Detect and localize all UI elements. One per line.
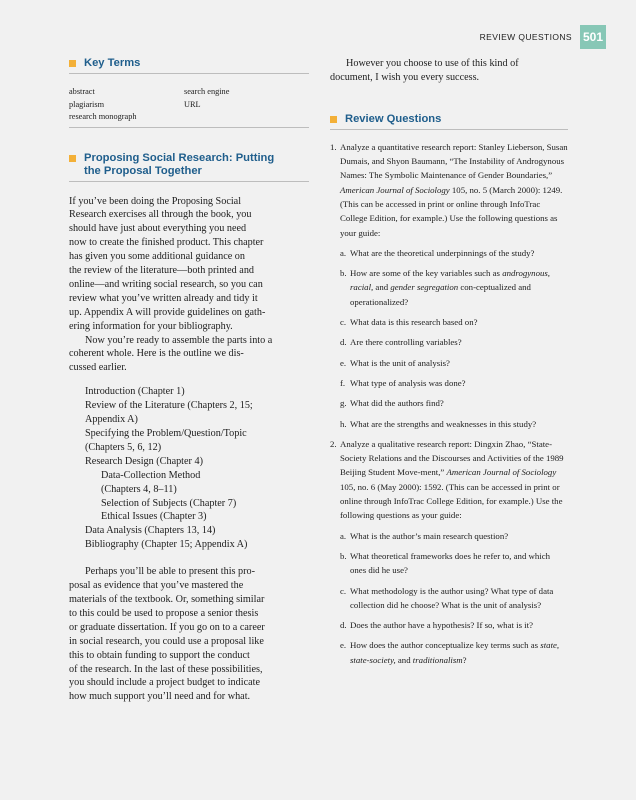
sub-question: a. What is the author’s main research question? xyxy=(340,530,509,541)
divider xyxy=(330,129,568,130)
outline-item: Introduction (Chapter 1) xyxy=(85,386,185,398)
proposing-paragraph-1: If you’ve been doing the Proposing Social Research exercises all through the book, you should have just about everything you need now to create the finished product. This chapter has given you some additional guidance on the review of the literature—both printed and online—and writing social research, so you can review what you’ve written already and tidy it up. Appendix A will provide guidelines on gath- ering information for your bibliography. xyxy=(69,195,266,332)
outline-item: Bibliography (Chapter 15; Appendix A) xyxy=(85,539,248,551)
running-header xyxy=(480,25,636,49)
term: plagiarism xyxy=(69,99,105,109)
term: search engine xyxy=(184,87,230,96)
outline-item: Selection of Subjects (Chapter 7) xyxy=(101,497,237,509)
sub-question: a. What are the theoretical underpinnings of the study? xyxy=(340,247,535,258)
term: abstract xyxy=(69,87,95,96)
divider xyxy=(69,127,309,128)
divider xyxy=(69,73,309,74)
review-questions-heading: Review Questions xyxy=(330,113,568,126)
outline-item: Specifying the Problem/Question/Topic xyxy=(85,428,247,439)
outline-item: (Chapters 5, 6, 12) xyxy=(85,441,162,453)
outline-item: Review of the Literature (Chapters 2, 15; xyxy=(85,400,253,412)
sub-question: h. What are the strengths and weaknesses in this study? xyxy=(340,418,537,429)
header-title: REVIEW QUESTIONS xyxy=(479,32,572,42)
proposal-outline xyxy=(85,385,309,552)
bullet-square-icon xyxy=(330,116,337,123)
proposing-heading: Proposing Social Research: Putting the Proposal Together xyxy=(69,152,309,178)
key-terms-heading: Key Terms xyxy=(69,57,309,70)
sub-question: e. How does the author conceptualize key terms such as state, state-society, and traditionalism? xyxy=(340,640,560,665)
review-questions-list xyxy=(330,140,568,667)
bullet-square-icon xyxy=(69,60,76,67)
left-column xyxy=(69,57,309,704)
term: URL xyxy=(184,99,201,109)
outline-item: Ethical Issues (Chapter 3) xyxy=(101,511,207,523)
sub-question: b. How are some of the key variables such as androgynous, racial, and gender segregation con-ceptualized and operationalized? xyxy=(340,268,550,307)
key-terms-list xyxy=(69,86,309,124)
sub-question: d. Are there controlling variables? xyxy=(340,337,462,348)
sub-question: e. What is the unit of analysis? xyxy=(340,357,450,368)
sub-question: d. Does the author have a hypothesis? If so, what is it? xyxy=(340,620,533,631)
outline-item: (Chapters 4, 8–11) xyxy=(101,483,177,495)
outline-item: Appendix A) xyxy=(85,414,138,426)
page-number: 501 xyxy=(580,25,606,49)
sub-question: c. What data is this research based on? xyxy=(340,317,478,328)
sub-question: g. What did the authors find? xyxy=(340,398,444,409)
closing-paragraph: However you choose to use of this kind of document, I wish you every success. xyxy=(330,58,519,83)
outline-item: Data Analysis (Chapters 13, 14) xyxy=(85,525,216,537)
outline-item: Data-Collection Method xyxy=(101,469,201,481)
divider xyxy=(69,181,309,182)
question-1: 1. Analyze a quantitative research report: Stanley Lieberson, Susan Dumais, and Shyon Baumann, “The Instability of Androgynous Names: The Symbolic Maintenance of Gender Boundaries,” American Journal of Sociology 105, no. 5 (March 2000): 1249. (This can be accessed in print or online through InfoTrac College Edition, for example.) Use the following questions as your guide: a. What are the theoretical underpinnings of the study? b. How are some of the key variables such as androgynous, racial, and gender segregation con-ceptualized and operationalized? c. What data is this research based on? d. Are there controlling variables? e. What is the unit of analysis? f. What type of analysis was done? g. What did the authors find? h. What are the strengths and weaknesses in this study? xyxy=(330,140,568,431)
proposing-paragraph-2: Now you’re ready to assemble the parts into a coherent whole. Here is the outline we dis- cussed earlier. xyxy=(69,334,273,374)
term: research monograph xyxy=(69,112,137,121)
right-column xyxy=(330,57,568,667)
proposing-paragraph-3: Perhaps you’ll be able to present this pro- posal as evidence that you’ve mastered the materials of the textbook. Or, something similar to this could be used to propose a senior thesis or graduate dissertation. If you go on to a career in social research, you could use a proposal like this to obtain funding to support the conduct of the research. In the last of these possibilities, you should include a project budget to indicate how much support you’ll need and for what. xyxy=(69,566,265,703)
bullet-square-icon xyxy=(69,155,76,162)
outline-item: Research Design (Chapter 4) xyxy=(85,455,203,467)
sub-question: f. What type of analysis was done? xyxy=(340,377,466,388)
sub-question: b. What theoretical frameworks does he refer to, and which ones did he use? xyxy=(340,550,551,576)
question-2: 2. Analyze a qualitative research report: Dingxin Zhao, “State-Society Relations and the Discourses and Activities of the 1989 Beijing Student Move-ment,” American Journal of Sociology 105, no. 6 (May 2000): 1592. (This can be accessed in print or online through InfoTrac College Edition, for example.) Use the following questions as your guide: a. What is the author’s main research question? b. What theoretical frameworks does he refer to, and which ones did he use? c. What methodology is the author using? What type of data collection did he choose? What is the unit of analysis? d. Does the author have a hypothesis? If so, what is it? e. How does the author conceptualize key terms such as state, state-society, and traditionalism? xyxy=(330,437,568,667)
sub-question: c. What methodology is the author using? What type of data collection did he choose? What is the unit of analysis? xyxy=(340,585,554,610)
